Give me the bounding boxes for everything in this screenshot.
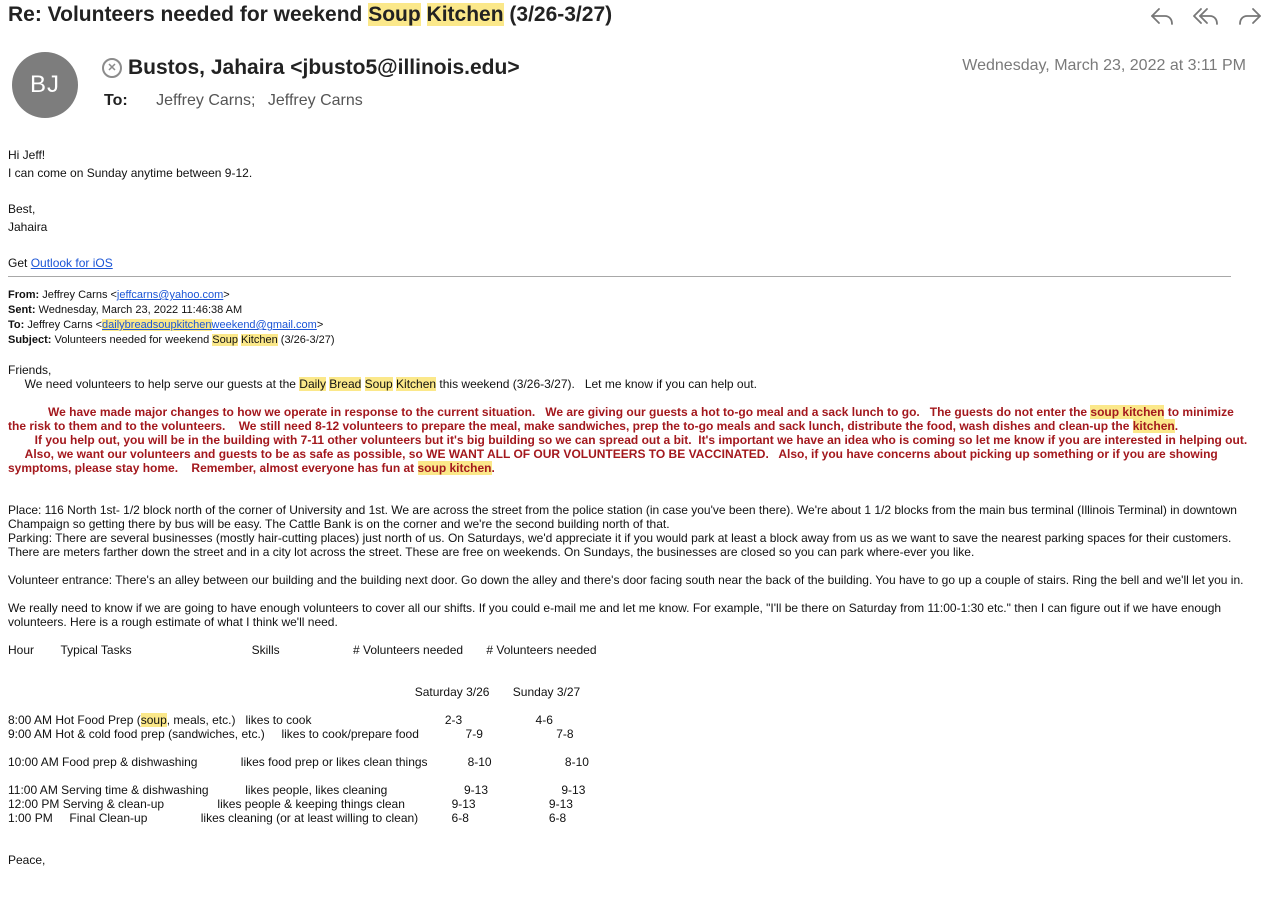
reply-closing: Best,: [8, 202, 36, 216]
volunteer-notice: If you help out, you will be in the building with 7-11 other volunteers but it's big building so we can spread out a bit. It's important we have an idea who is coming so let me know if you are interested in helping out.: [8, 433, 1248, 447]
schedule-header: Hour Typical Tasks Skills # Volunteers needed # Volunteers needed: [8, 643, 597, 657]
original-from: [8, 288, 335, 303]
notice-text: .: [1174, 419, 1179, 433]
sent-value: Wednesday, March 23, 2022 11:46:38 AM: [35, 304, 243, 316]
covid-notice: [8, 405, 1248, 433]
reply-all-icon[interactable]: [1192, 4, 1220, 30]
forward-icon[interactable]: [1236, 4, 1264, 30]
sent-label: Sent:: [8, 304, 36, 316]
place-info: Place: 116 North 1st- 1/2 block north of the corner of University and 1st. We are across the street from the police station (in case you've been there). We're about 1 1/2 blocks from the main bus terminal (Illinois Terminal) in downtown Champaign so getting there by bus will be easy. The Cattle Bank is on the corner and we're the second building north of that.: [8, 503, 1237, 531]
row-text: 8:00 AM Hot Food Prep (: [8, 713, 141, 727]
schedule-row: 12:00 PM Serving & clean-up likes people & keeping things clean 9-13 9-13: [8, 797, 573, 811]
email-subject: [8, 3, 612, 27]
to-label: To:: [104, 92, 128, 109]
schedule-row: 9:00 AM Hot & cold food prep (sandwiches, etc.) likes to cook/prepare food 7-9 7-8: [8, 727, 574, 741]
schedule-row: 11:00 AM Serving time & dishwashing likes people, likes cleaning 9-13 9-13: [8, 783, 586, 797]
intro-highlight: Bread: [329, 377, 362, 391]
vaccination-notice: [8, 447, 1248, 475]
subject-text: (3/26-3/27): [277, 334, 335, 346]
row-text: , meals, etc.) likes to cook 2-3 4-6: [166, 713, 553, 727]
recipient[interactable]: Jeffrey Carns: [267, 92, 363, 109]
subject-highlight: Kitchen: [426, 3, 504, 26]
body-closing: Peace,: [8, 853, 46, 867]
original-subject: [8, 333, 335, 348]
remove-contact-icon[interactable]: ✕: [102, 58, 122, 78]
quote-divider: [8, 276, 1231, 277]
subject-text: Volunteers needed for weekend: [51, 334, 213, 346]
from-end: >: [223, 289, 230, 301]
schedule-days: Saturday 3/26 Sunday 3/27: [8, 685, 581, 699]
notice-highlight: soup kitchen: [1090, 405, 1165, 419]
original-body: [8, 363, 1248, 867]
original-headers: [8, 288, 335, 348]
to-end: >: [316, 319, 324, 331]
subject-highlight: Kitchen: [241, 334, 278, 346]
notice-text: Also, we want our volunteers and guests to be as safe as possible, so WE WANT ALL OF OUR VOLUNTEERS TO BE VACCINATED. Also, if you have concerns about picking up something or if you are showing symptoms, please stay home. Remember, almost everyone has fun at: [8, 447, 1222, 475]
intro-highlight: Daily: [299, 377, 326, 391]
intro-text: We need volunteers to help serve our guests at the: [8, 377, 300, 391]
intro-highlight: Kitchen: [396, 377, 437, 391]
body-greeting: Friends,: [8, 363, 52, 377]
subject-highlight: Soup: [212, 334, 238, 346]
notice-highlight: kitchen: [1132, 419, 1175, 433]
message-actions: [1148, 4, 1264, 30]
notice-text: .: [491, 461, 495, 475]
email-rest: weekend@gmail.com: [211, 319, 317, 331]
to-email-link[interactable]: [102, 319, 317, 331]
sent-date: Wednesday, March 23, 2022 at 3:11 PM: [962, 57, 1246, 74]
from-email-link[interactable]: jeffcarns@yahoo.com: [116, 289, 224, 301]
original-to: [8, 318, 335, 333]
reply-signature: Jahaira: [8, 220, 48, 234]
intro-text: this weekend (3/26-3/27). Let me know if you can help out.: [436, 377, 757, 391]
reply-text: I can come on Sunday anytime between 9-12.: [8, 166, 253, 180]
schedule-row: [8, 713, 1248, 727]
notice-highlight: soup kitchen: [417, 461, 492, 475]
reply-icon[interactable]: [1148, 4, 1176, 30]
notice-text: to minimize the risk to them and to the volunteers. We still need 8-12 volunteers to prepare the meal, make sandwiches, prep the to-go meals and sack lunch, distribute the food, wash dishes and clean-up the: [8, 405, 1238, 433]
reply-greeting: Hi Jeff!: [8, 148, 46, 162]
original-sent: [8, 303, 335, 318]
email-highlight: dailybreadsoupkitchen: [102, 319, 212, 331]
recipients-line: [104, 92, 371, 110]
footer-text: Get: [8, 256, 31, 270]
avatar-initials: BJ: [29, 71, 60, 98]
need-info: We really need to know if we are going to have enough volunteers to cover all our shifts. If you could e-mail me and let me know. For example, "I'll be there on Saturday from 11:00-1:30 etc." then I can figure out if we have enough volunteers. Here is a rough estimate of what I think we'll need.: [8, 601, 1222, 629]
parking-info: Parking: There are several businesses (mostly hair-cutting places) just north of us. On Saturdays, we'd appreciate it if you would park at least a block away from us as we want to save the nearest parking spaces for their customers. There are meters farther down the street and in a city lot across the street. These are free on weekends. On Sundays, the businesses are closed so you can park where-ever you like.: [8, 531, 1232, 559]
intro-highlight: Soup: [364, 377, 393, 391]
notice-text: We have made major changes to how we operate in response to the current situation. We are giving our guests a hot to-go meal and a sack lunch to go. The guests do not enter the: [8, 405, 1091, 419]
sender-name[interactable]: Bustos, Jahaira <jbusto5@illinois.edu>: [128, 56, 520, 79]
row-highlight: soup: [140, 713, 167, 727]
schedule-row: 1:00 PM Final Clean-up likes cleaning (or at least willing to clean) 6-8 6-8: [8, 811, 567, 825]
schedule-row: 10:00 AM Food prep & dishwashing likes food prep or likes clean things 8-10 8-10: [8, 755, 589, 769]
from-name: Jeffrey Carns <: [39, 289, 117, 301]
from-label: From:: [8, 289, 40, 301]
avatar: [12, 52, 78, 118]
reply-footer: [8, 254, 252, 272]
subject-label: Subject:: [8, 334, 52, 346]
entrance-info: Volunteer entrance: There's an alley between our building and the building next door. Go down the alley and there's door facing south near the back of the building. You have to go up a couple of stairs. Ring the bell and we'll let you in.: [8, 573, 1244, 587]
recipient[interactable]: Jeffrey Carns;: [156, 92, 256, 109]
body-intro: [8, 377, 1248, 391]
sender[interactable]: [102, 56, 520, 80]
reply-body: [8, 146, 252, 272]
subject-text: (3/26-3/27): [503, 3, 613, 26]
subject-text: Re: Volunteers needed for weekend: [8, 3, 369, 26]
subject-highlight: Soup: [368, 3, 421, 26]
outlook-ios-link[interactable]: Outlook for iOS: [30, 256, 113, 270]
to-name: Jeffrey Carns <: [24, 319, 103, 331]
to-label: To:: [8, 319, 25, 331]
